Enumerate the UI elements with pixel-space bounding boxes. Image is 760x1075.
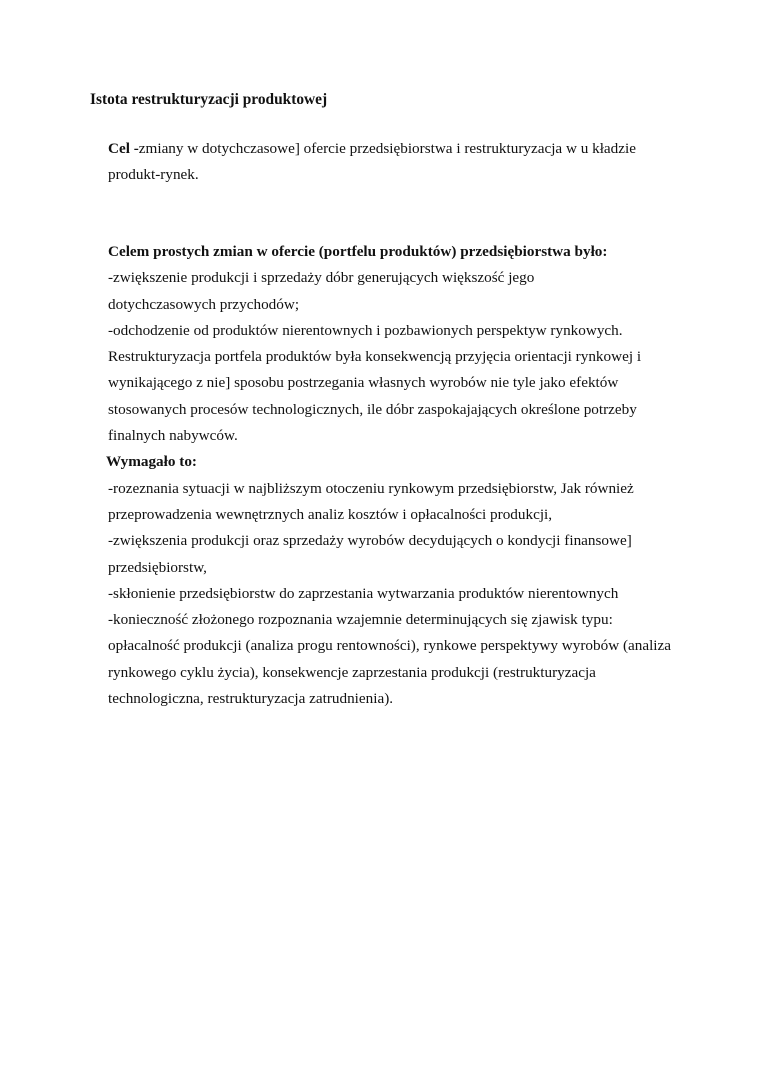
section1-line: -odchodzenie od produktów nierentownych i pozbawionych perspektyw rynkowych. bbox=[108, 321, 623, 339]
section1-line: finalnych nabywców. bbox=[108, 427, 238, 445]
section2-line: -skłonienie przedsiębiorstw do zaprzestania wytwarzania produktów nierentownych bbox=[108, 584, 619, 602]
section1-line: wynikającego z nie] sposobu postrzegania własnych wyrobów nie tyle jako efektów bbox=[108, 374, 619, 392]
goal-label: Cel - bbox=[108, 140, 139, 157]
section1-line: stosowanych procesów technologicznych, ile dóbr zaspokajających określone potrzeby bbox=[108, 400, 637, 418]
section1-line: dotychczasowych przychodów; bbox=[108, 295, 300, 313]
main-content bbox=[108, 239, 708, 712]
section1-line: Restrukturyzacja portfela produktów była konsekwencją przyjęcia orientacji rynkowej i bbox=[108, 348, 642, 366]
goal-paragraph bbox=[108, 136, 708, 189]
section2-heading: Wymagało to: bbox=[106, 453, 197, 471]
section1-heading: Celem prostych zmian w ofercie (portfelu produktów) przedsiębiorstwa było: bbox=[108, 243, 608, 260]
goal-line-1 bbox=[108, 136, 708, 162]
section1-line: -zwiększenie produkcji i sprzedaży dóbr generujących większość jego bbox=[108, 269, 535, 287]
section2-line: przedsiębiorstw, bbox=[108, 558, 207, 576]
section2-line: -konieczność złożonego rozpoznania wzajemnie determinujących się zjawisk typu: bbox=[108, 611, 613, 629]
goal-text-1: zmiany w dotychczasowe] ofercie przedsiębiorstwa i restrukturyzacja w u kładzie bbox=[138, 140, 636, 157]
document-title: Istota restrukturyzacji produktowej bbox=[90, 91, 328, 108]
section2-line: -rozeznania sytuacji w najbliższym otoczeniu rynkowym przedsiębiorstw, Jak również bbox=[108, 479, 634, 497]
section2-line: technologiczna, restrukturyzacja zatrudnienia). bbox=[108, 690, 394, 708]
section2-line: przeprowadzenia wewnętrznych analiz kosztów i opłacalności produkcji, bbox=[108, 505, 553, 523]
section2-line: opłacalność produkcji (analiza progu rentowności), rynkowe perspektywy wyrobów (analiza bbox=[108, 637, 672, 655]
section2-line: rynkowego cyklu życia), konsekwencje zaprzestania produkcji (restrukturyzacja bbox=[108, 663, 596, 681]
goal-line-2: produkt-rynek. bbox=[108, 166, 199, 184]
section2-line: -zwiększenia produkcji oraz sprzedaży wyrobów decydujących o kondycji finansowe] bbox=[108, 532, 632, 550]
